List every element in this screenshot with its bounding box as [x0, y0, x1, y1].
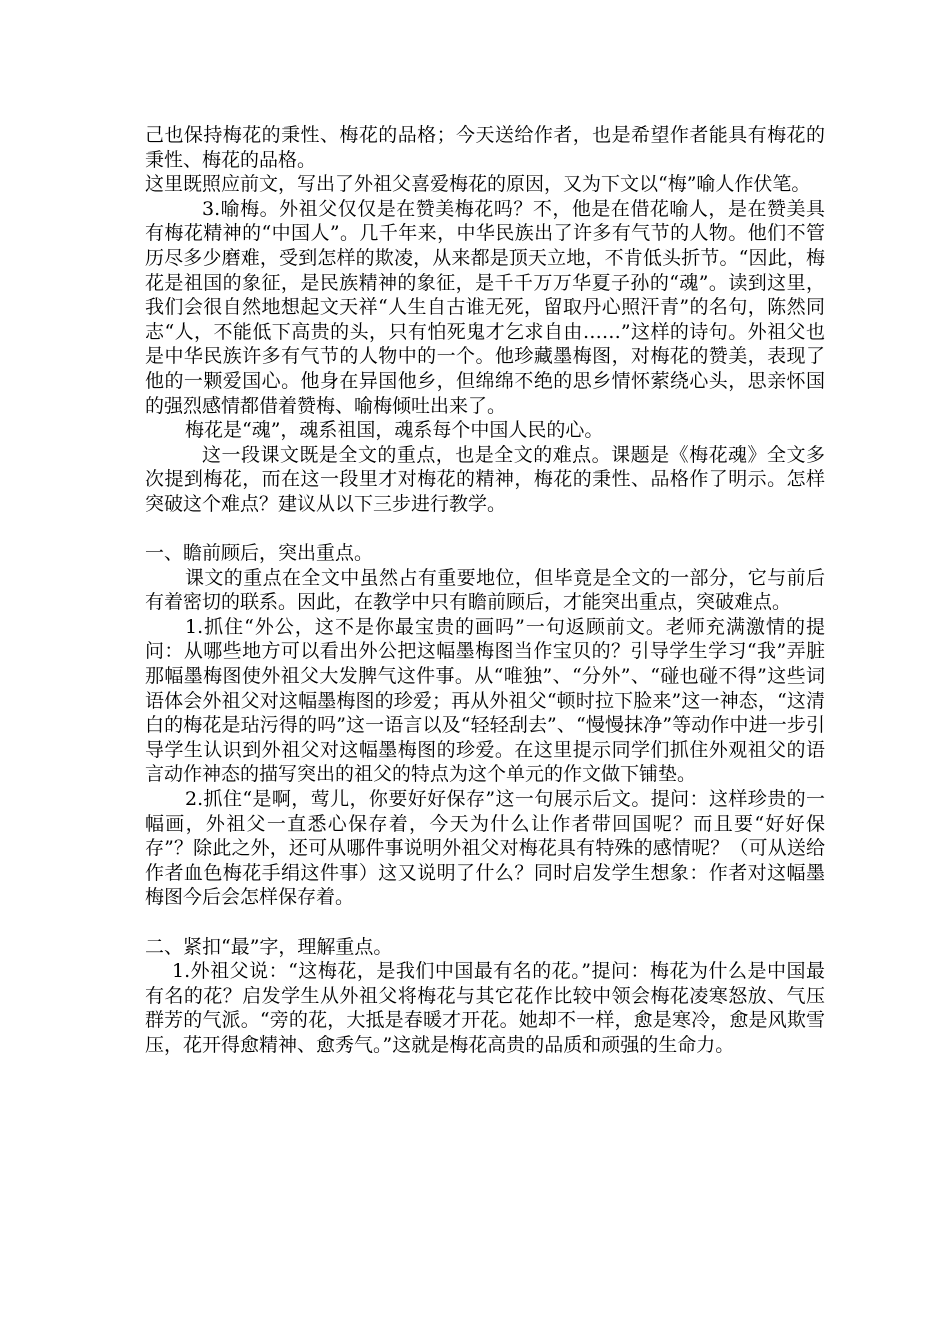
section-heading-2: 二、紧扣“最”字，理解重点。 [145, 935, 393, 958]
paragraph-2: 这里既照应前文，写出了外祖父喜爱梅花的原因，又为下文以“梅”喻人作伏笔。 [145, 173, 811, 196]
paragraph-6: 课文的重点在全文中虽然占有重要地位，但毕竟是全文的一部分，它与前后有着密切的联系。因此，在教学中只有瞻前顾后，才能突出重点，突破难点。 [145, 566, 825, 614]
paragraph-5: 这一段课文既是全文的重点，也是全文的难点。课题是《梅花魂》全文多次提到梅花，而在这一段里才对梅花的精神，梅花的秉性、品格作了明示。怎样突破这个难点？建议从以下三步进行教学。 [145, 443, 825, 515]
paragraph-4: 梅花是“魂”，魂系祖国，魂系每个中国人民的心。 [185, 419, 604, 442]
blank-line [145, 910, 825, 935]
blank-line [145, 517, 825, 542]
document-body [145, 123, 825, 1058]
paragraph-8: 2.抓住“是啊，莺儿，你要好好保存”这一句展示后文。提问：这样珍贵的一幅画，外祖父一直悉心保存着，今天为什么让作者带回国呢？而且要“好好保存”？除此之外，还可从哪件事说明外祖父对梅花具有特殊的感情呢？（可从送给作者血色梅花手绢这件事）这又说明了什么？同时启发学生想象：作者对这幅墨梅图今后会怎样保存着。 [145, 788, 825, 909]
paragraph-1: 己也保持梅花的秉性、梅花的品格；今天送给作者，也是希望作者能具有梅花的秉性、梅花的品格。 [145, 124, 825, 171]
paragraph-9: 1.外祖父说：“这梅花，是我们中国最有名的花。”提问：梅花为什么是中国最有名的花？启发学生从外祖父将梅花与其它花作比较中领会梅花凌寒怒放、气压群芳的气派。“旁的花，大抵是春暖才开花。她却不一样，愈是寒冷，愈是风欺雪压，花开得愈精神、愈秀气。”这就是梅花高贵的品质和顽强的生命力。 [145, 960, 825, 1056]
paragraph-7: 1.抓住“外公，这不是你最宝贵的画吗”一句返顾前文。老师充满激情的提问：从哪些地方可以看出外公把这幅墨梅图当作宝贝的？引导学生学习“我”弄脏那幅墨梅图使外祖父大发脾气这件事。从“唯独”、“分外”、“碰也碰不得”这些词语体会外祖父对这幅墨梅图的珍爱；再从外祖父“顿时拉下脸来”这一神态，“这清白的梅花是玷污得的吗”这一语言以及“轻轻刮去”、“慢慢抹净”等动作中进一步引导学生认识到外祖父对这幅墨梅图的珍爱。在这里提示同学们抓住外观祖父的语言动作神态的描写突出的祖父的特点为这个单元的作文做下铺垫。 [145, 615, 825, 786]
section-heading-1: 一、瞻前顾后，突出重点。 [145, 542, 374, 565]
paragraph-3: 3.喻梅。外祖父仅仅是在赞美梅花吗？不，他是在借花喻人，是在赞美具有梅花精神的“中国人”。几千年来，中华民族出了许多有气节的人物。他们不管历尽多少磨难，受到怎样的欺凌，从来都是顶天立地，不肯低头折节。“因此，梅花是祖国的象征，是民族精神的象征，是千千万万华夏子孙的“魂”。读到这里，我们会很自然地想起文天祥“人生自古谁无死，留取丹心照汗青”的名句，陈然同志“人，不能低下高贵的头，只有怕死鬼才乞求自由……”这样的诗句。外祖父也是中华民族许多有气节的人物中的一个。他珍藏墨梅图，对梅花的赞美，表现了他的一颗爱国心。他身在异国他乡，但绵绵不绝的思乡情怀萦绕心头，思亲怀国的强烈感情都借着赞梅、喻梅倾吐出来了。 [145, 197, 825, 417]
